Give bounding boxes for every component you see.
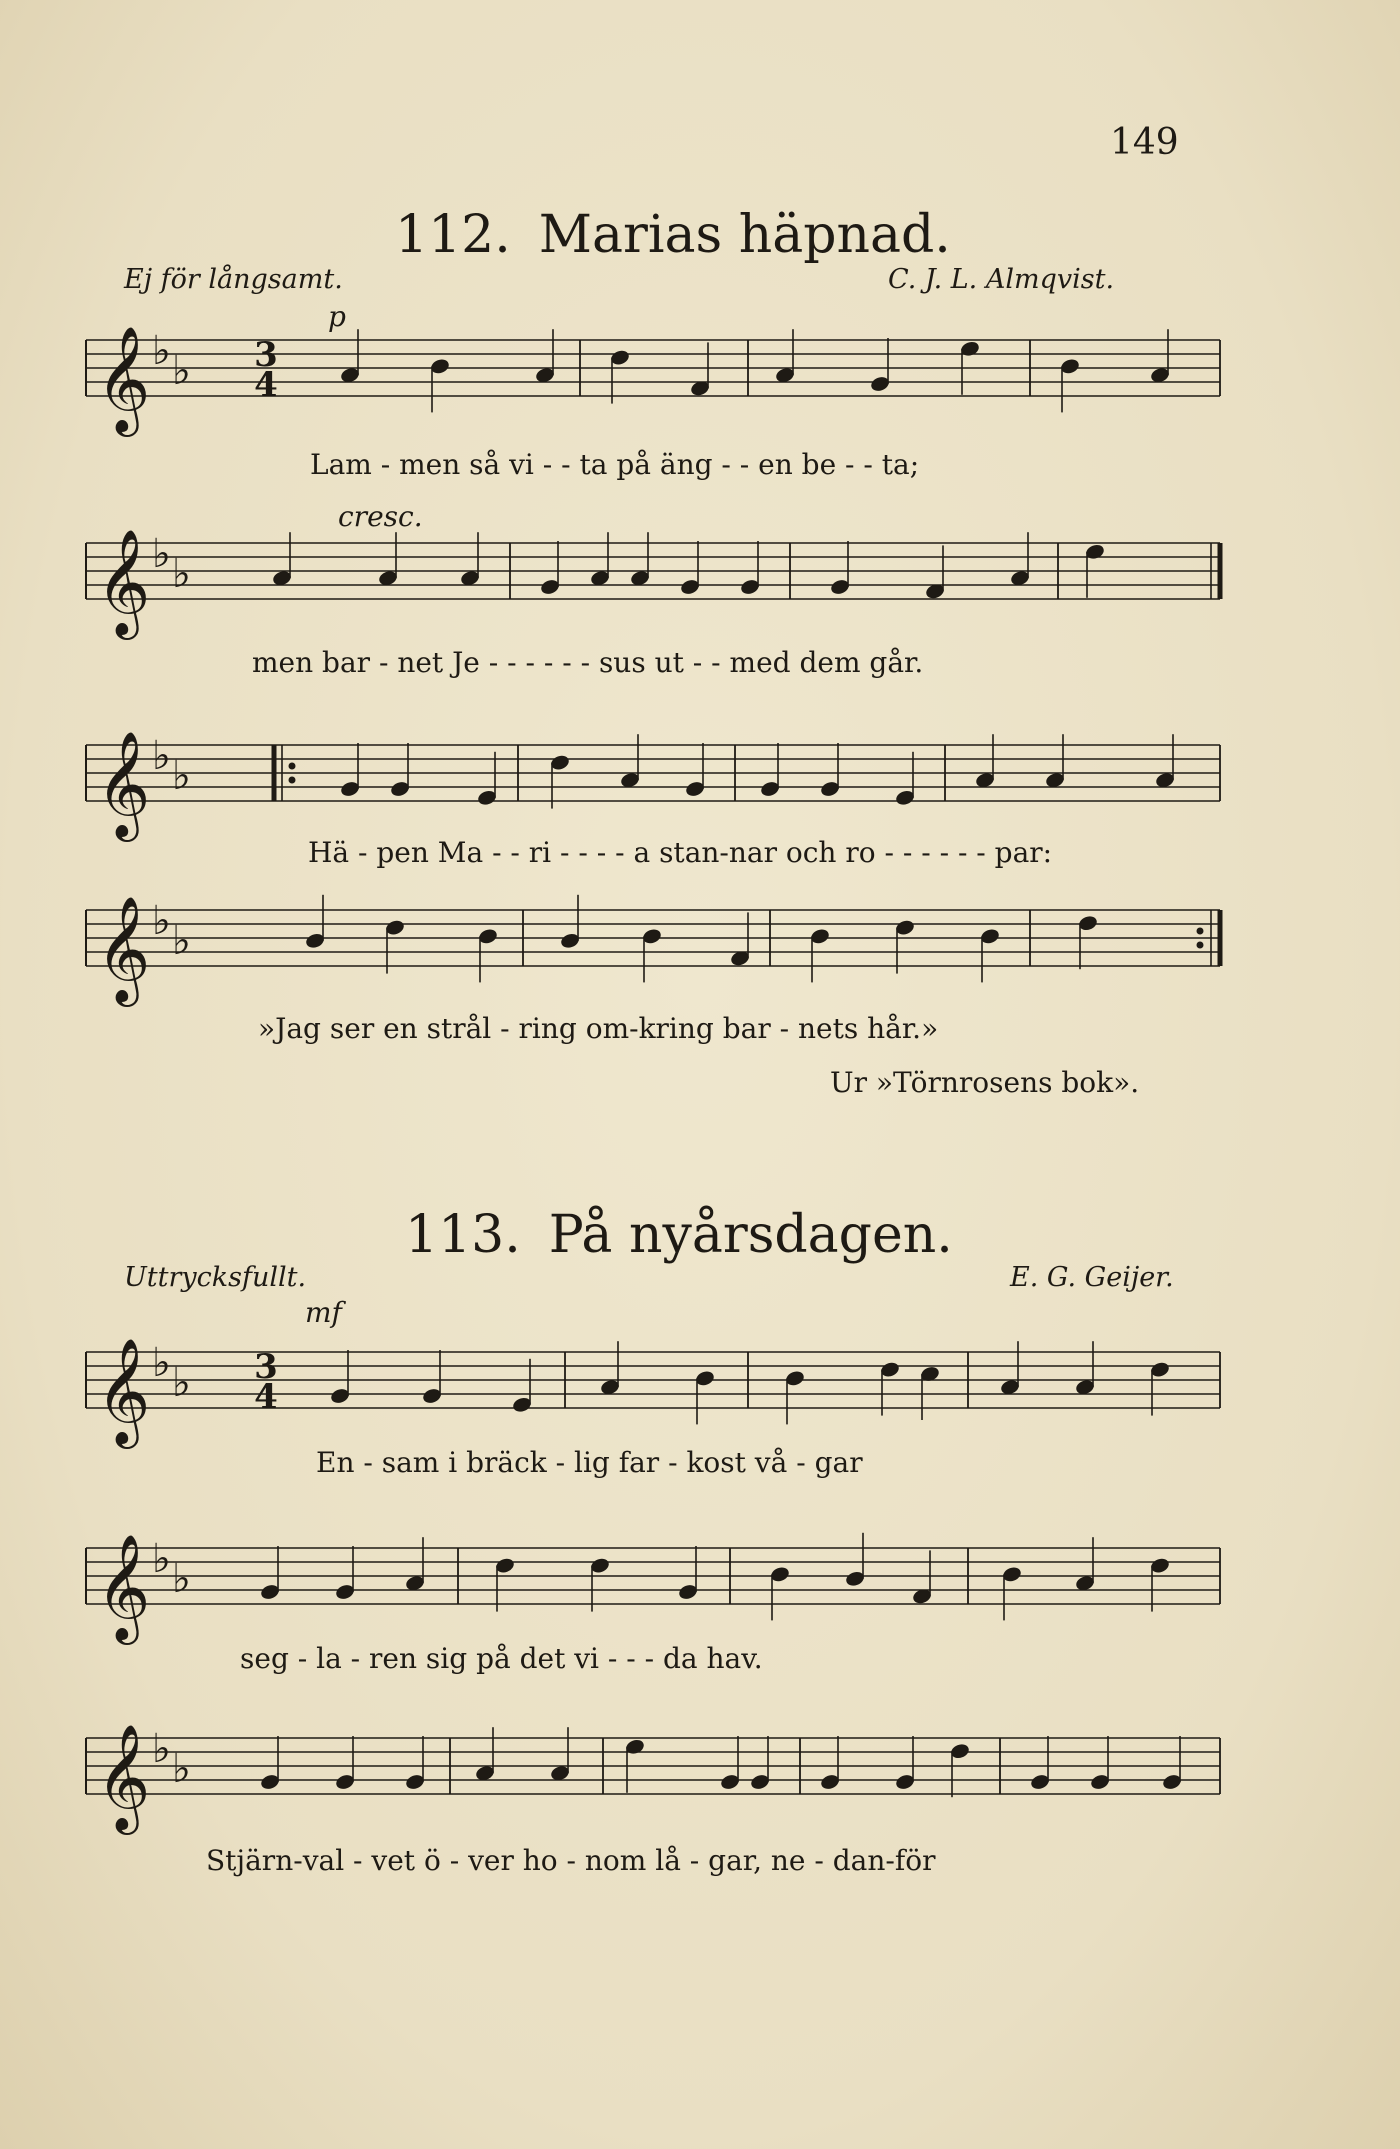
song-112-number: 112. xyxy=(395,205,511,265)
flat-icon: ♭ xyxy=(172,1746,191,1792)
song-113-composer: E. G. Geijer. xyxy=(1010,1262,1174,1293)
flat-icon: ♭ xyxy=(172,551,191,597)
time-signature-bottom: 4 xyxy=(254,1377,278,1417)
flat-icon: ♭ xyxy=(152,1340,171,1386)
flat-icon: ♭ xyxy=(152,328,171,374)
song-112-lyric-line-3: Hä - pen Ma - - ri - - - - a stan-nar och ro - - - - - - par: xyxy=(308,836,1053,869)
song-113-title: På nyårsdagen. xyxy=(548,1205,953,1265)
time-signature-top: 3 xyxy=(254,1347,278,1387)
song-113-lyric-line-1: En - sam i bräck - lig far - kost vå - gar xyxy=(316,1446,863,1479)
flat-icon: ♭ xyxy=(172,753,191,799)
song-112-title: Marias häpnad. xyxy=(538,205,951,265)
song-112-lyric-line-2: men bar - net Je - - - - - - sus ut - - med dem går. xyxy=(252,646,924,679)
treble-clef-icon: 𝄞 xyxy=(96,1723,151,1830)
song-113-lyric-line-3: Stjärn-val - vet ö - ver ho - nom lå - gar, ne - dan-för xyxy=(206,1844,936,1877)
flat-icon: ♭ xyxy=(172,1360,191,1406)
song-112-tempo: Ej för långsamt. xyxy=(124,264,343,295)
time-signature-top: 3 xyxy=(254,335,278,375)
treble-clef-icon: 𝄞 xyxy=(96,895,151,1002)
song-113-number: 113. xyxy=(405,1205,521,1265)
treble-clef-icon: 𝄞 xyxy=(96,730,151,837)
treble-clef-icon: 𝄞 xyxy=(96,1533,151,1640)
song-112-lyric-line-4: »Jag ser en strål - ring om-kring bar - nets hår.» xyxy=(258,1012,939,1045)
dynamic-mf: mf xyxy=(305,1296,342,1329)
treble-clef-icon: 𝄞 xyxy=(96,325,151,432)
song-112-source: Ur »Törnrosens bok». xyxy=(830,1066,1140,1099)
flat-icon: ♭ xyxy=(152,1536,171,1582)
dynamic-p: p xyxy=(328,300,346,333)
time-signature-bottom: 4 xyxy=(254,365,278,405)
song-112-lyric-line-1: Lam - men så vi - - ta på äng - - en be - - ta; xyxy=(310,448,920,481)
song-113-lyric-line-2: seg - la - ren sig på det vi - - - da hav. xyxy=(240,1642,763,1675)
treble-clef-icon: 𝄞 xyxy=(96,528,151,635)
flat-icon: ♭ xyxy=(152,531,171,577)
flat-icon: ♭ xyxy=(152,898,171,944)
dynamic-cresc: cresc. xyxy=(338,500,423,533)
flat-icon: ♭ xyxy=(152,1726,171,1772)
song-113-tempo: Uttrycksfullt. xyxy=(124,1262,307,1293)
page-number: 149 xyxy=(1110,122,1179,163)
treble-clef-icon: 𝄞 xyxy=(96,1337,151,1444)
flat-icon: ♭ xyxy=(152,733,171,779)
flat-icon: ♭ xyxy=(172,1556,191,1602)
flat-icon: ♭ xyxy=(172,348,191,394)
flat-icon: ♭ xyxy=(172,918,191,964)
song-112-composer: C. J. L. Almqvist. xyxy=(888,264,1115,295)
